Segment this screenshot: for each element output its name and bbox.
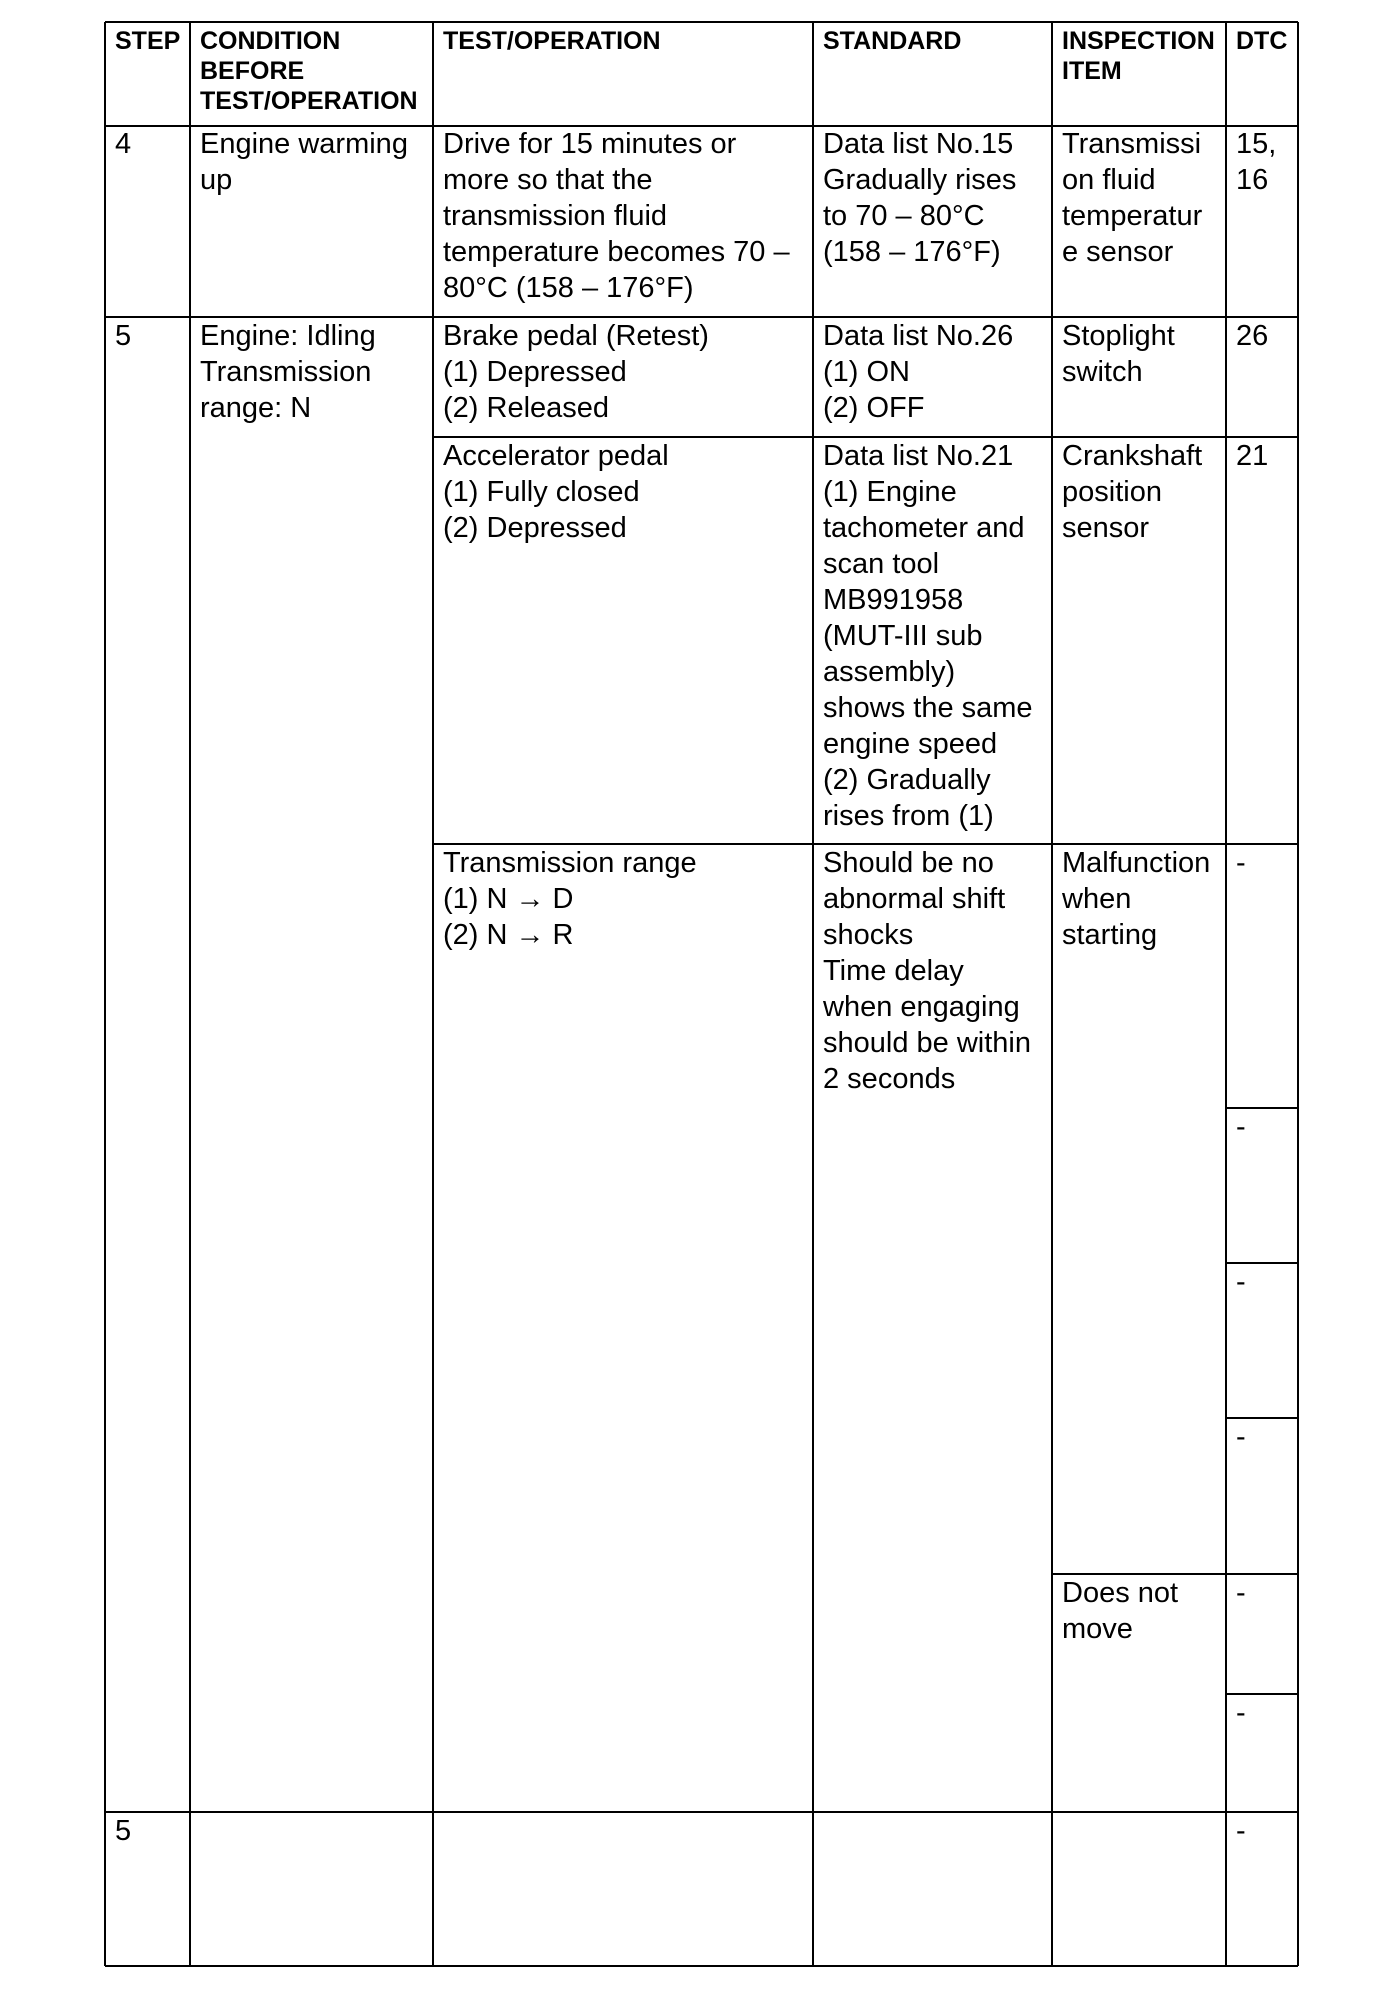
row4-dtc: 15, 16 — [1236, 128, 1277, 196]
header-inspection-item: INSPECTION ITEM — [1062, 27, 1215, 85]
header-step: STEP — [115, 27, 181, 55]
row5-range-dtc-2: - — [1236, 1111, 1246, 1143]
row5-range-dtc-1: - — [1236, 847, 1246, 879]
header-standard: STANDARD — [823, 27, 962, 55]
row5-range-standard: Should be no abnormal shift shocks Time delay when engaging should be within 2 seconds — [823, 847, 1031, 1095]
row5-accel-dtc: 21 — [1236, 440, 1269, 472]
row5-accel-inspection-item: Crankshaft position sensor — [1062, 440, 1203, 544]
row4-test-operation: Drive for 15 minutes or more so that the transmission fluid temperature becomes 70 – 80°C (158 – 176°F) — [443, 128, 790, 304]
row5-step: 5 — [115, 320, 132, 352]
row5-range-dtc-4: - — [1236, 1421, 1246, 1453]
row5-accel-test-operation: Accelerator pedal (1) Fully closed (2) Depressed — [443, 440, 669, 544]
header-condition: CONDITION BEFORE TEST/OPERATION — [200, 27, 418, 115]
row5-range-dtc-6: - — [1236, 1697, 1246, 1729]
row5-range-inspection-not-move: Does not move — [1062, 1577, 1179, 1645]
row5-brake-dtc: 26 — [1236, 320, 1269, 352]
row5-range-dtc-3: - — [1236, 1266, 1246, 1298]
header-test-operation: TEST/OPERATION — [443, 27, 661, 55]
row4-standard: Data list No.15 Gradually rises to 70 – 80°C (158 – 176°F) — [823, 128, 1017, 268]
row5-range-inspection-malfunction: Malfunction when starting — [1062, 847, 1211, 951]
row5-brake-inspection-item: Stoplight switch — [1062, 320, 1175, 388]
row5-brake-test-operation: Brake pedal (Retest) (1) Depressed (2) Released — [443, 320, 709, 424]
row5b-step: 5 — [115, 1815, 132, 1847]
row5-accel-standard: Data list No.21 (1) Engine tachometer and scan tool MB991958 (MUT-III sub assembly) shows the same engine speed (2) Gradually rises from (1) — [823, 440, 1033, 832]
row4-condition: Engine warming up — [200, 128, 408, 196]
row5-range-dtc-5: - — [1236, 1577, 1246, 1609]
row4-step: 4 — [115, 128, 132, 160]
row4-inspection-item: Transmissi on fluid temperatur e sensor — [1062, 128, 1203, 268]
row5b-dtc: - — [1236, 1815, 1246, 1847]
header-dtc: DTC — [1236, 27, 1288, 55]
row5-range-test-operation: Transmission range (1) N → D (2) N → R — [443, 847, 697, 951]
row5-condition: Engine: Idling Transmission range: N — [200, 320, 376, 424]
row5-brake-standard: Data list No.26 (1) ON (2) OFF — [823, 320, 1014, 424]
